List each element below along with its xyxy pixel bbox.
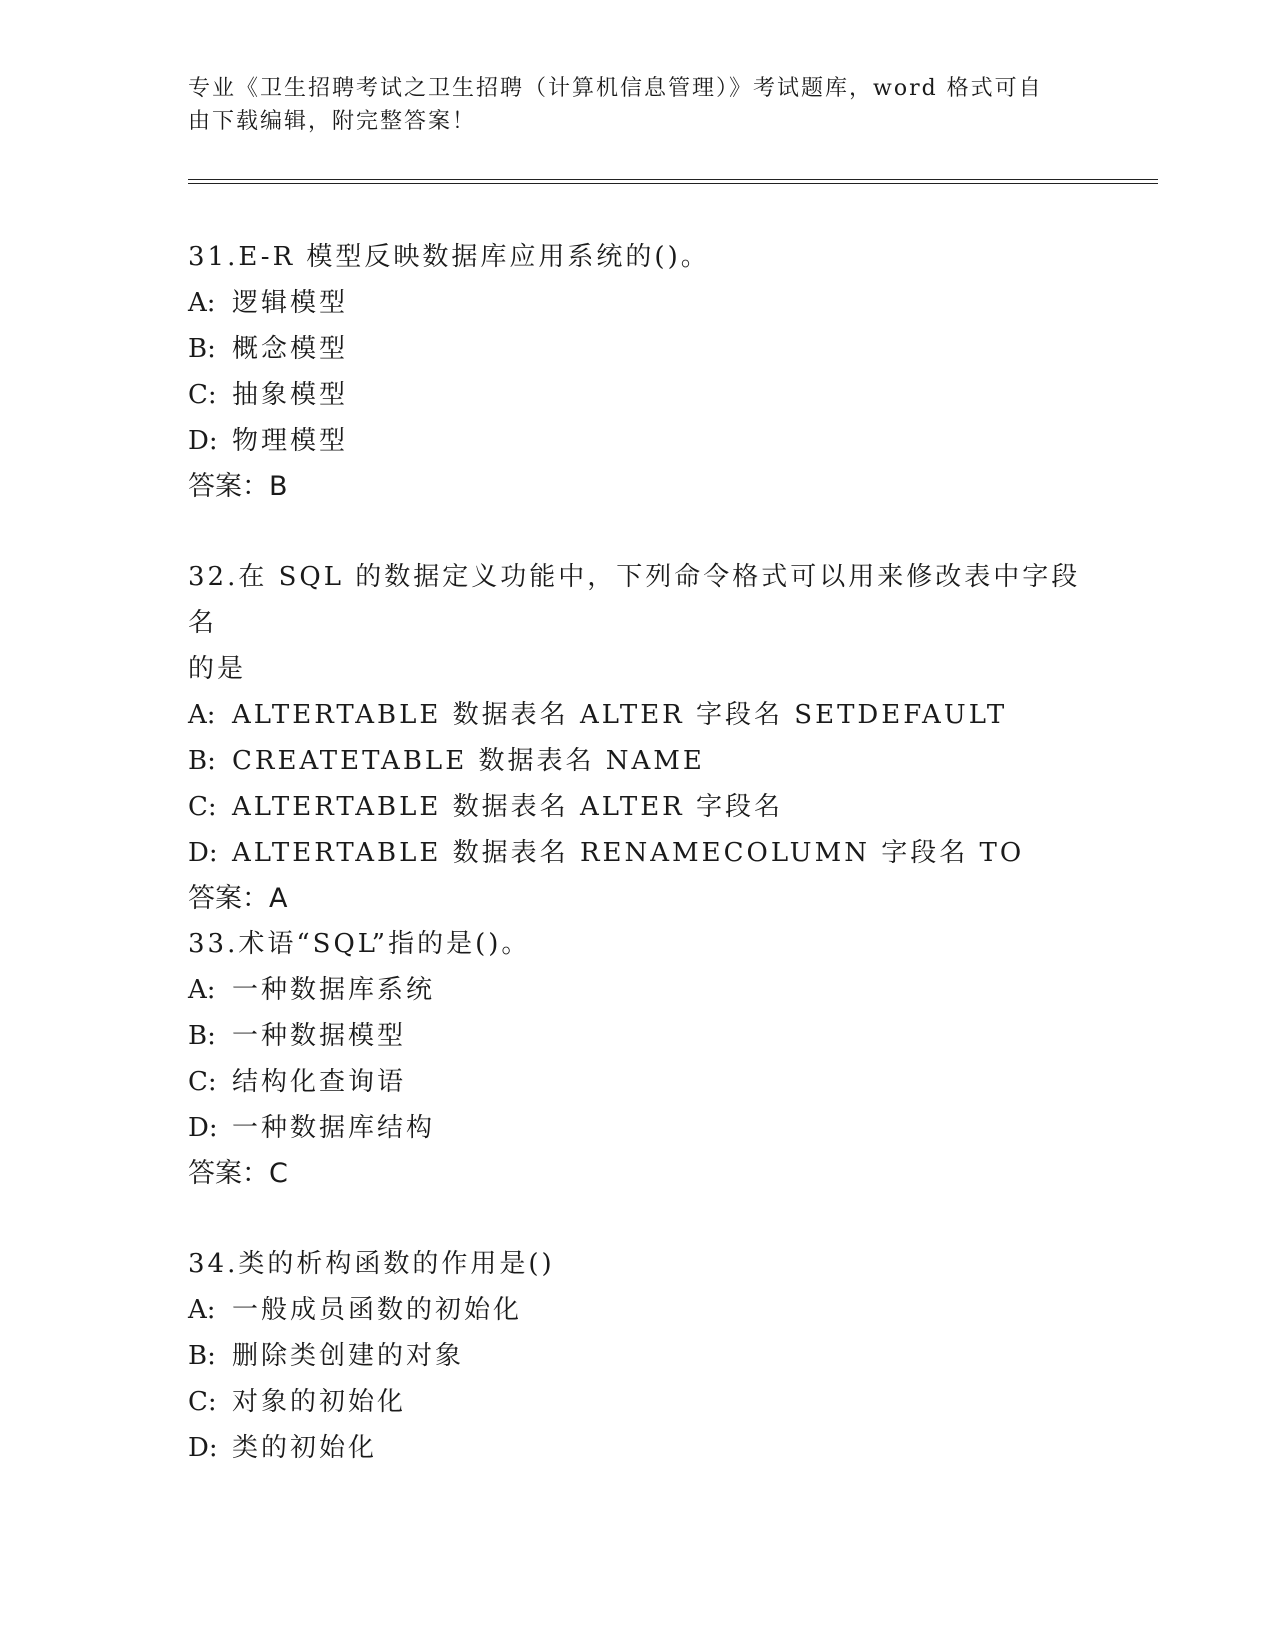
document-header (188, 72, 1088, 138)
option-text: 删除类创建的对象 (232, 1341, 465, 1371)
option-c (188, 1059, 1088, 1105)
option-d (188, 1105, 1088, 1151)
option-key: A: (188, 1295, 216, 1325)
question-stem: 33.术语“SQL”指的是()。 (188, 929, 531, 959)
question-32 (188, 554, 1088, 922)
option-text: 概念模型 (232, 334, 349, 364)
option-text: ALTERTABLE 数据表名 RENAMECOLUMN 字段名 TO (232, 838, 1025, 868)
option-key: B: (188, 1341, 216, 1371)
option-key: A: (188, 288, 216, 318)
question-stem: 34.类的析构函数的作用是() (188, 1249, 555, 1279)
option-text: ALTERTABLE 数据表名 ALTER 字段名 (232, 792, 784, 822)
option-key: C: (188, 792, 217, 822)
option-c (188, 372, 1088, 418)
option-text: 结构化查询语 (232, 1067, 407, 1097)
option-text: 类的初始化 (232, 1433, 378, 1463)
option-text: 抽象模型 (232, 380, 349, 410)
option-b (188, 738, 1088, 784)
question-33 (188, 921, 1088, 1197)
header-line-2: 由下载编辑，附完整答案！ (188, 109, 477, 134)
option-a (188, 280, 1088, 326)
option-a (188, 967, 1088, 1013)
header-divider-top (188, 179, 1158, 180)
question-stem-line-2: 的是 (188, 654, 247, 684)
option-text: 一种数据模型 (232, 1021, 407, 1051)
option-key: C: (188, 380, 217, 410)
answer: 答案：A (188, 883, 288, 914)
option-key: D: (188, 1113, 218, 1143)
option-key: D: (188, 838, 218, 868)
option-d (188, 418, 1088, 464)
option-text: 逻辑模型 (232, 288, 349, 318)
option-key: C: (188, 1067, 217, 1097)
option-key: D: (188, 426, 218, 456)
option-c (188, 1379, 1088, 1425)
option-key: B: (188, 746, 216, 776)
option-a (188, 1287, 1088, 1333)
option-b (188, 326, 1088, 372)
question-31 (188, 234, 1088, 510)
option-c (188, 784, 1088, 830)
option-text: 物理模型 (232, 426, 349, 456)
option-text: 一种数据库系统 (232, 975, 436, 1005)
option-a (188, 692, 1088, 738)
answer: 答案：C (188, 1158, 288, 1189)
question-stem: 31.E-R 模型反映数据库应用系统的()。 (188, 242, 710, 272)
question-34 (188, 1241, 1088, 1471)
option-text: 对象的初始化 (232, 1387, 407, 1417)
option-text: 一种数据库结构 (232, 1113, 436, 1143)
option-d (188, 830, 1088, 876)
option-text: ALTERTABLE 数据表名 ALTER 字段名 SETDEFAULT (232, 700, 1008, 730)
header-divider-bottom (188, 183, 1158, 184)
option-b (188, 1333, 1088, 1379)
question-stem-line-1: 32.在 SQL 的数据定义功能中，下列命令格式可以用来修改表中字段名 (188, 562, 1081, 638)
option-key: A: (188, 975, 216, 1005)
option-d (188, 1425, 1088, 1471)
option-text: CREATETABLE 数据表名 NAME (232, 746, 705, 776)
option-key: D: (188, 1433, 218, 1463)
option-b (188, 1013, 1088, 1059)
option-text: 一般成员函数的初始化 (232, 1295, 523, 1325)
option-key: C: (188, 1387, 217, 1417)
option-key: B: (188, 1021, 216, 1051)
answer: 答案：B (188, 471, 288, 502)
option-key: B: (188, 334, 216, 364)
header-line-1: 专业《卫生招聘考试之卫生招聘（计算机信息管理）》考试题库，word 格式可自 (188, 76, 1043, 101)
option-key: A: (188, 700, 216, 730)
